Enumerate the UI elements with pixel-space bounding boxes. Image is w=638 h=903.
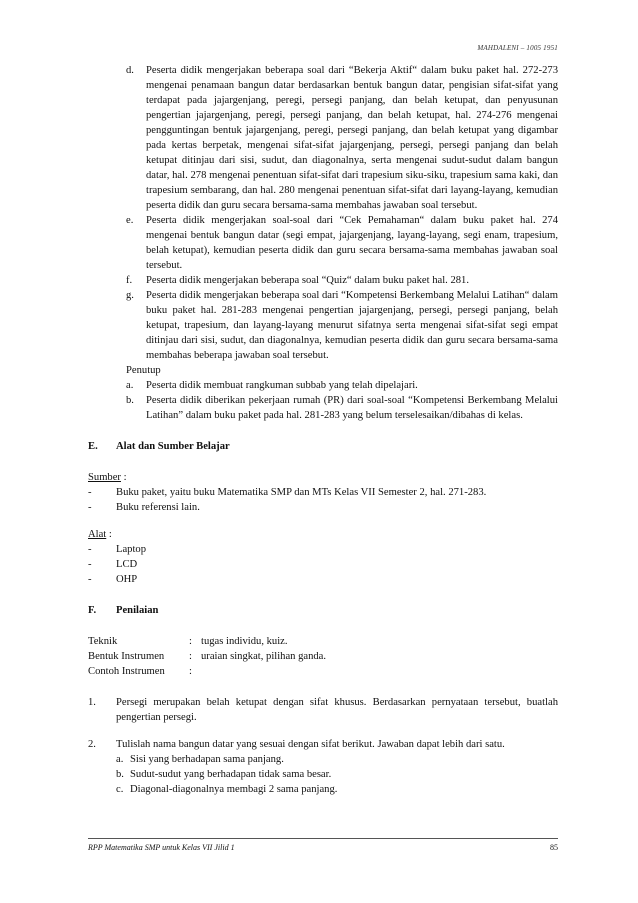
activity-text: Peserta didik mengerjakan beberapa soal “Quiz“ dalam buku paket hal. 281. [146, 275, 469, 286]
question-option [116, 752, 558, 767]
activity-text: Peserta didik mengerjakan beberapa soal dari “Kompetensi Berkembang Melalui Latihan“ dalam buku paket hal. 281-283 mengenai pengertian jajargenjang, persegi, persegi panjang, belah ketupat, trapesium, dan layang-layang menurut sifatnya serta mengenai sifat-sifat segi empat ditinjau dari sisi, sudut, dan diagonalnya, kemudian peserta didik dan guru secara bersama-sama membahas beberapa jawaban soal tersebut. [146, 290, 558, 361]
alat-label: Alat [88, 529, 107, 540]
activity-item [88, 213, 558, 273]
assessment-key: Contoh Instrumen [88, 666, 165, 677]
question-text: Persegi merupakan belah ketupat dengan sifat khusus. Berdasarkan pernyataan tersebut, buatlah pengertian persegi. [116, 697, 558, 723]
question-option [116, 767, 558, 782]
bullet-dash: - [88, 502, 92, 513]
sumber-colon: : [120, 472, 127, 483]
bullet-dash: - [88, 559, 92, 570]
alat-item [88, 557, 558, 572]
page-content [88, 63, 558, 797]
assessment-colon: : [189, 636, 192, 647]
assessment-colon: : [189, 651, 192, 662]
activity-text: Peserta didik mengerjakan beberapa soal dari “Bekerja Aktif“ dalam buku paket hal. 272-273 mengenai penamaan bangun datar berdasarkan bentuk bangun datar, pengisian sifat-sifat yang terdapat pada jajargenjang, peregi, persegi panjang, dan belah ketupat, dan penyusunan pengertian jajargenjang, peregi, persegi panjang, dan belah ketupat, hal. 274-276 mengenai pengguntingan bentuk jajargenjang, peregi, persegi panjang, dan belah ketupat yang digambar pada kertas berpetak, mengenai sifat-sifat jajargenjang, persegi, persegi panjang dan belah ketupat ditinjau dari sisi, sudut, dan diagonalnya, serta mengenai sudut-sudut dalam bangun datar, hal. 278 mengenai penentuan sifat-sifat dari trapesium siku-siku, trapesium sama kaki, dan trapesium sembarang, dan hal. 280 mengenai penentuan sifat-sifat dari layang-layang, kemudian peserta didik dan guru secara bersama-sama membahas jawaban soal tersebut. [146, 65, 558, 211]
section-f-heading [88, 603, 558, 618]
activity-text: Peserta didik mengerjakan soal-soal dari “Cek Pemahaman“ dalam buku paket hal. 274 mengenai bentuk bangun datar (segi empat, jajargenjang, layang-layang, segi enam, trapesium, belah ketupat), kemudian peserta didik dan guru secara bersama-sama membahas jawaban soal tersebut. [146, 215, 558, 271]
sumber-item [88, 485, 558, 500]
sumber-label: Sumber [88, 472, 121, 483]
assessment-key: Teknik [88, 636, 118, 647]
alat-text: Laptop [116, 544, 147, 555]
activity-item [88, 63, 558, 213]
penutup-item [88, 393, 558, 423]
assessment-value: uraian singkat, pilihan ganda. [201, 651, 327, 662]
option-text: Sudut-sudut yang berhadapan tidak sama besar. [130, 769, 332, 780]
section-title: Alat dan Sumber Belajar [116, 441, 230, 452]
activity-label: g. [126, 290, 134, 301]
footer-book-title: RPP Matematika SMP untuk Kelas VII Jilid 1 [88, 843, 235, 852]
alat-item [88, 542, 558, 557]
alat-text: LCD [116, 559, 138, 570]
section-title: Penilaian [116, 605, 159, 616]
section-number: E. [88, 441, 98, 452]
question-option [116, 782, 558, 797]
alat-text: OHP [116, 574, 138, 585]
assessment-row [88, 649, 558, 664]
question-number: 2. [88, 739, 96, 750]
page-number: 85 [550, 843, 558, 852]
question-item [88, 695, 558, 725]
activity-label: d. [126, 65, 134, 76]
activity-label: f. [126, 275, 133, 286]
penutup-text: Peserta didik membuat rangkuman subbab yang telah dipelajari. [146, 380, 418, 391]
option-label: b. [116, 769, 124, 780]
option-label: c. [116, 784, 124, 795]
bullet-dash: - [88, 487, 92, 498]
activity-item [88, 288, 558, 363]
bullet-dash: - [88, 544, 92, 555]
activity-label: e. [126, 215, 134, 226]
penutup-text: Peserta didik diberikan pekerjaan rumah (PR) dari soal-soal “Kompetensi Berkembang Melalui Latihan” dalam buku paket pada hal. 281-283 yang belum terselesaikan/dibahas di kelas. [146, 395, 558, 421]
question-text: Tulislah nama bangun datar yang sesuai dengan sifat berikut. Jawaban dapat lebih dari satu. [116, 739, 505, 750]
sumber-item [88, 500, 558, 515]
penutup-heading: Penutup [126, 365, 161, 376]
alat-heading [88, 527, 558, 542]
option-text: Diagonal-diagonalnya membagi 2 sama panjang. [130, 784, 338, 795]
sumber-text: Buku referensi lain. [116, 502, 200, 513]
page-header: MAHDALENI – 1005 1951 [477, 44, 558, 52]
section-number: F. [88, 605, 97, 616]
assessment-key: Bentuk Instrumen [88, 651, 165, 662]
sumber-text: Buku paket, yaitu buku Matematika SMP dan MTs Kelas VII Semester 2, hal. 271-283. [116, 487, 487, 498]
page-footer [88, 838, 558, 853]
assessment-row [88, 664, 558, 679]
assessment-row [88, 634, 558, 649]
penutup-label: a. [126, 380, 134, 391]
alat-item [88, 572, 558, 587]
penutup-item [88, 378, 558, 393]
assessment-colon: : [189, 666, 192, 677]
assessment-table [88, 634, 558, 679]
assessment-value: tugas individu, kuiz. [201, 636, 288, 647]
sumber-heading [88, 470, 558, 485]
question-number: 1. [88, 697, 96, 708]
option-text: Sisi yang berhadapan sama panjang. [130, 754, 284, 765]
alat-colon: : [106, 529, 112, 540]
question-item [88, 737, 558, 797]
bullet-dash: - [88, 574, 92, 585]
section-e-heading [88, 439, 558, 454]
option-label: a. [116, 754, 124, 765]
activity-item [88, 273, 558, 288]
penutup-label: b. [126, 395, 134, 406]
